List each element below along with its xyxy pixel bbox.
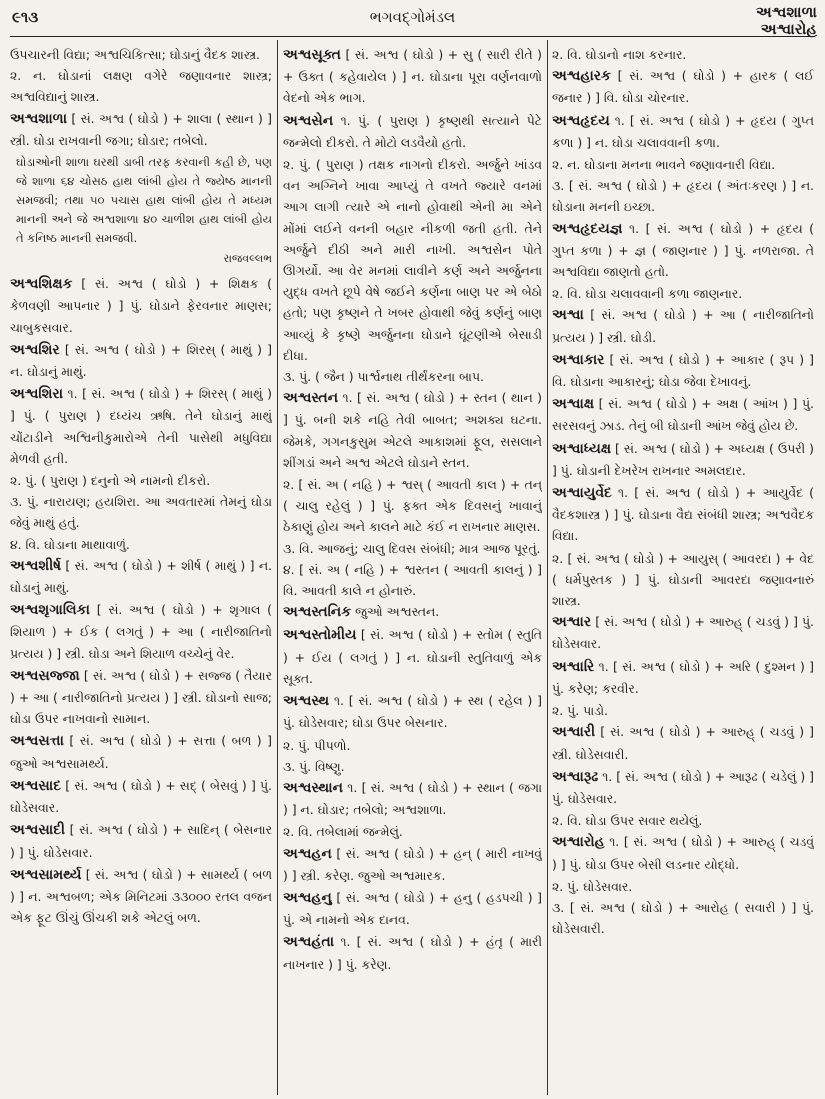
entry-headword: અશ્વસ્તોમીય [283, 627, 357, 644]
dictionary-entry [283, 624, 542, 689]
entry-headword: અશ્વસજ્જા [10, 667, 80, 684]
dictionary-column-3 [552, 44, 814, 1094]
dictionary-entry [10, 108, 272, 151]
entry-headword: અશ્વશૃગાલિકા [10, 602, 90, 619]
entry-headword: અશ્વા [552, 307, 584, 324]
entry-headword: અશ્વહૃદય [552, 112, 610, 129]
entry-headword: અશ્વશાળા [10, 110, 67, 127]
entry-body: [ સં. અશ્વ ( ઘોડો ) + શિક્ષક ( કેળવણી આપનાર ) ] પું. ઘોડાને ફેરવનાર માણસ; ચાબુકસવાર. [10, 276, 272, 335]
entry-body: ૪. [ સં. અ ( નહિ ) + શ્વસ્તન ( આવતી કાલનું ) ] વિ. આવતી કાલે ન હોનારું. [283, 561, 542, 599]
entry-body: ઉપચારની વિદ્યા; અશ્વચિકિત્સા; ઘોડાનું વૈદક શાસ્ત્ર. [10, 47, 260, 62]
dictionary-entry [10, 339, 272, 382]
entry-body: [ સં. અશ્વ ( ઘોડો ) + હારક ( લઈ જનાર ) ] વિ. ઘોડા ચોરનાર. [552, 68, 814, 106]
entry-sense [283, 756, 542, 777]
entry-body: [ સં. અશ્વ ( ઘોડો ) + આરુહ્ ( ચડવું ) ] પું. ઘોડેસવાર. [552, 614, 814, 652]
entry-body: ૩. [ સં. અશ્વ ( ઘોડો ) + હૃદય ( અંતઃકરણ ) ] ન. ઘોડાના મનની ઇચ્છા. [552, 178, 814, 215]
entry-body: ૧. [ સં. અશ્વ ( ઘોડો ) + હૃદય ( ગુપ્ત કળા ) ] ન. ઘોડા ચલાવવાની કળા. [552, 112, 814, 150]
entry-sense [552, 175, 814, 217]
guide-word-first: અશ્વશાળા [755, 3, 817, 21]
dictionary-entry [283, 44, 542, 109]
column-divider [547, 40, 548, 1095]
entry-headword: અશ્વાર [552, 614, 592, 631]
entry-body: ૨. ન. ઘોડાના મનના ભાવને જણાવનારી વિદ્યા. [552, 157, 776, 173]
entry-sense [10, 470, 272, 491]
entry-sense [552, 810, 814, 831]
dictionary-entry [552, 304, 814, 347]
dictionary-entry [10, 383, 272, 469]
entry-sense [283, 366, 542, 387]
entry-sense [283, 154, 542, 366]
entry-body: ૨. પું. ( પુરાણ ) તક્ષક નાગનો દીકરો. અર્જુને ખાંડવ વન અગ્નિને ખાવા આપ્યું તે વખતે જ્યારે વનમાં આગ લાગી ત્યારે એ નાનો હોવાથી એની મા એને મોંમાં લઈને વનની બહાર નીકળી જતી હતી. તેને અર્જુને દીઠી અને મારી નાખી. અશ્વસેન પોતે ઊગર્યો. આ વેર મનમાં લાવીને કર્ણ અને અર્જુનના યુદ્ધ વખતે છૂપે વેષે જઈને કર્ણના બાણ પર એ બેઠો હતો; પણ કૃષ્ણને તે ખબર હોવાથી જેવું કર્ણનું બાણ આવ્યું કે કૃષ્ણે અર્જુનના ઘોડાને ઘૂંટણીએ બેસાડી દીધા. [283, 157, 542, 363]
entry-body: [ સં. અશ્વ ( ઘોડો ) + આ ( નારીજાતિનો પ્રત્યય ) ] સ્ત્રી. ઘોડી. [552, 307, 814, 345]
entry-headword: અશ્વશિર [10, 341, 60, 358]
entry-body: [ સં. અશ્વ ( ઘોડો ) + હન્ ( મારી નાખવું ) ] સ્ત્રી. કરેણ. જુઓ અશ્વમારક. [283, 845, 542, 883]
entry-headword: અશ્વશિક્ષક [10, 276, 73, 293]
entry-sense [283, 821, 542, 842]
entry-headword: અશ્વાક્ષ [552, 396, 595, 413]
entry-body: [ સં. અશ્વ ( ઘોડો ) + સદ્ ( બેસવું ) ] પું. ઘોડેસવાર. [10, 777, 272, 816]
dictionary-entry [552, 831, 814, 874]
entry-body: ૧. [ સં. અશ્વ ( ઘોડો ) + આરુહ્ ( ચડવું ) ] પું. ઘોડા ઉપર બેસી લડનાર યોદ્ધો. [552, 834, 814, 872]
dictionary-entry [552, 110, 814, 153]
dictionary-entry [552, 721, 814, 764]
entry-headword: અશ્વસાદ [10, 777, 62, 794]
guide-words [756, 4, 817, 38]
dictionary-column-1 [10, 44, 272, 1094]
entry-body: ૨. વિ. તબેલામાં જન્મેલું. [283, 824, 403, 840]
entry-headword: અશ્વહૃદયજ્ઞ [552, 220, 623, 237]
entry-body: ૧. [ સં. અશ્વ ( ઘોડો ) + અરિ ( દુશ્મન ) ] પું. કરેણ; કરવીર. [552, 658, 814, 696]
entry-sense [552, 283, 814, 304]
entry-sense [10, 65, 272, 107]
dictionary-entry [283, 777, 542, 820]
entry-body: ૨. [ સં. અ ( નહિ ) + શ્વસ્ ( આવતી કાલ ) + તન્ ( ચાલુ રહેલું ) ] પું. ફક્ત એક દિવસનું ખાવાનું ઠેકાણું હોય અને કાલને માટે કંઈ ન રાખનાર માણસ. [283, 477, 542, 535]
dictionary-entry [552, 482, 814, 547]
entry-body: ૧. પું. ( પુરાણ ) કૃષ્ણથી સત્યાને પેટે જન્મેલો દીકરો. તે મોટો લડવૈયો હતો. [283, 112, 542, 150]
guide-word-last: અશ્વારોહ [760, 20, 817, 38]
entry-body: ૩. પું. નારાયણ; હયશિરા. આ અવતારમાં તેમનું ઘોડા જેવું માથું હતું. [10, 494, 272, 531]
entry-body: ૩. પું. ( જૈન ) પાર્શ્વનાથ તીર્થંકરના બાપ. [283, 369, 484, 385]
column-divider [277, 40, 278, 1095]
entry-headword: અશ્વશિરા [10, 386, 64, 403]
entry-sense [10, 534, 272, 555]
entry-headword: અશ્વારી [552, 724, 596, 741]
entry-headword: અશ્વારિ [552, 658, 595, 675]
entry-headword: અશ્વશીર્ષ [10, 557, 62, 574]
dictionary-entry [283, 843, 542, 886]
entry-body: [ સં. અશ્વ ( ઘોડો ) + સ્તોમ ( સ્તુતિ ) + ઈય ( લગતું ) ] ન. ઘોડાની સ્તુતિવાળું એક સૂક્ત. [283, 627, 542, 686]
dictionary-entry [552, 656, 814, 699]
entry-headword: અશ્વસામર્થ્ય [10, 866, 82, 883]
entry-body: ૨. પું. ઘોડેસવાર. [552, 878, 633, 894]
entry-body: [ સં. અશ્વ ( ઘોડો ) + શાલા ( સ્થાન ) ] સ્ત્રી. ઘોડા રાખવાની જગા; ઘોડાર; તબેલો. [10, 110, 272, 148]
entry-body: [ સં. અશ્વ ( ઘોડો ) + સુ ( સારી રીતે ) + ઉક્ત ( કહેવાયેલ ) ] ન. ઘોડાના પૂરા વર્ણનવાળો વેદનો એક ભાગ. [283, 47, 542, 106]
dictionary-entry [283, 887, 542, 930]
dictionary-column-2 [283, 44, 542, 1094]
entry-body: [ સં. અશ્વ ( ઘોડો ) + હનુ ( હડપચી ) ] પું. એ નામનો એક દાનવ. [283, 889, 542, 928]
entry-headword: અશ્વાધ્યક્ષ [552, 440, 612, 457]
entry-body: ૧. [ સં. અશ્વ ( ઘોડો ) + આયુર્વેદ ( વૈદકશાસ્ત્ર ) ] પું. ઘોડાના વૈદ્ય સંબંધી શાસ્ત્ર; અશ્વવૈદક વિદ્યા. [552, 485, 814, 544]
dictionary-entry [552, 349, 814, 392]
entry-body: ૩. [ સં. અશ્વ ( ઘોડો ) + આરોહ ( સવારી ) ] પું. ઘોડેસવારી. [552, 899, 814, 937]
dictionary-entry [10, 730, 272, 773]
entry-headword: અશ્વારૂઢ [552, 768, 599, 785]
dictionary-entry [10, 555, 272, 598]
entry-sense [283, 474, 542, 538]
entry-sense [552, 154, 814, 175]
entry-body: [ સં. અશ્વ ( ઘોડો ) + સામર્થ્ય ( બળ ) ] ન. અશ્વબળ; એક મિનિટમાં ૩૩૦૦૦ રતલ વજન એક ફૂટ ઊંચું ઊંચકી શકે એટલું બળ. [10, 866, 272, 926]
entry-body: ૧. [ સં. અશ્વ ( ઘોડો ) + હૃદય ( ગુપ્ત કળા ) + જ્ઞ ( જાણનાર ) ] પું. નળરાજા. તે અશ્વવિદ્યા જાણતો હતો. [552, 220, 814, 280]
dictionary-entry [10, 864, 272, 929]
entry-headword: અશ્વસ્થાન [283, 779, 343, 796]
entry-headword: અશ્વહન [283, 845, 332, 862]
entry-body: ૨. વિ. ઘોડા ઉપર સવાર થયેલું. [552, 813, 703, 829]
entry-headword: અશ્વસત્તા [10, 733, 64, 750]
dictionary-entry [552, 766, 814, 809]
entry-body: ૨. પું. પીપળો. [283, 737, 351, 753]
entry-body: [ સં. અશ્વ ( ઘોડો ) + સત્તા ( બળ ) ] જુઓ અશ્વસામર્થ્ય. [10, 733, 272, 771]
entry-body: [ સં. અશ્વ ( ઘોડો ) + આરુહ્ ( ચડવું ) ] સ્ત્રી. ઘોડેસવારી. [552, 724, 814, 762]
entry-headword: અશ્વાકાર [552, 351, 605, 368]
entry-sense [552, 44, 814, 65]
entry-body: ૧. [ સં. અશ્વ ( ઘોડો ) + સ્તન ( થાન ) ] પું. બની શકે નહિ તેવી બાબત; અશક્ય ઘટના. જેમકે, ગગનકુસુમ એટલે આકાશમાં ફૂલ, સસલાને શીંગડાં અને અશ્વ એટલે ઘોડાને સ્તન. [283, 390, 542, 470]
entry-body: ૨. પું. ( પુરાણ ) દનુનો એ નામનો દીકરો. [10, 473, 211, 489]
entry-headword: અશ્વારોહ [552, 834, 605, 851]
dictionary-entry [283, 601, 542, 623]
entry-body: ૩. પું. વિષ્ણુ. [283, 758, 345, 774]
entry-headword: અશ્વાયુર્વેદ [552, 485, 612, 502]
entry-body: [ સં. અશ્વ ( ઘોડો ) + સજ્જ ( તૈયાર ) + આ ( નારીજાતિનો પ્રત્યય ) ] સ્ત્રી. ઘોડાનો સાજ; ઘોડા ઉપર નાખવાનો સામાન. [10, 667, 272, 727]
dictionary-entry [552, 65, 814, 108]
entry-body: [ સં. અશ્વ ( ઘોડો ) + શિરસ્ ( માથું ) ] ન. ઘોડાનું માથું. [10, 341, 272, 380]
entry-body: જુઓ અશ્વસ્તન. [351, 604, 440, 620]
entry-body: [ સં. અશ્વ ( ઘોડો ) + અક્ષ ( આંખ ) ] પું. સરસવનું ઝાડ. તેનું બી ઘોડાની આંખ જેવું હોય છે. [552, 396, 814, 434]
entry-body: ૪. વિ. ઘોડાના માથાવાળું. [10, 536, 130, 552]
entry-sense [283, 538, 542, 559]
entry-headword: અશ્વસેન [283, 112, 334, 129]
entry-body: ૧. [ સં. અશ્વ ( ઘોડો ) + સ્થાન ( જગા ) ] ન. ઘોડાર; તબેલો; અશ્વશાળા. [283, 779, 542, 818]
entry-sense [552, 876, 814, 897]
header-rule [10, 36, 815, 37]
dictionary-entry [283, 931, 542, 974]
dictionary-entry [10, 273, 272, 338]
entry-headword: અશ્વસ્તન [283, 390, 339, 407]
entry-sense [283, 735, 542, 756]
dictionary-entry [10, 775, 272, 818]
usage-note: ઘોડાઓની શાળા ઘરથી ડાબી તરફ કરવાની કહી છે, પણ જે શાળા ૬૪ ચોસઠ હાથ લાંબી હોય તે જ્યેષ્ઠ માનની સમજવી; તથા ૫૦ પચાસ હાથ લાંબી હોય તે મધ્યમ માનની અને જે અશ્વશાળા ૪૦ ચાળીશ હાથ લાંબી હોય તે કનિષ્ઠ માનની સમજવી. [16, 155, 272, 246]
entry-sense [10, 491, 272, 533]
entry-body: ૨. પું. પાડો. [552, 703, 608, 719]
dictionary-entry [552, 393, 814, 436]
dictionary-entry [552, 611, 814, 654]
entry-body: ૨. [ સં. અશ્વ ( ઘોડો ) + આયુસ્ ( આવરદા ) + વેદ ( ધર્મપુસ્તક ) ] પું. ઘોડાની આવરદા જણાવનારું શાસ્ત્ર. [552, 550, 814, 609]
entry-headword: અશ્વસ્થ [283, 693, 330, 710]
page-number: ૯૧૩ [12, 8, 39, 26]
entry-body: [ સં. અશ્વ ( ઘોડો ) + સાદિન્ ( બેસનાર ) ] પું. ઘોડેસવાર. [10, 822, 272, 860]
entry-sense [552, 700, 814, 721]
entry-body: ૨. ન. ઘોડાનાં લક્ષણ વગેરે જણાવનાર શાસ્ત્ર; અશ્વવિદ્યાનું શાસ્ત્ર. [10, 68, 272, 105]
page-header [0, 0, 825, 44]
entry-body: ૧. [ સં. અશ્વ ( ઘોડો ) + આરૂઢ ( ચડેલું ) ] પું. ઘોડેસવાર. [552, 768, 814, 806]
dictionary-entry [10, 665, 272, 730]
entry-body: [ સં. અશ્વ ( ઘોડો ) + શૃગાલ ( શિયાળ ) + ઈક ( લગતું ) + આ ( નારીજાતિનો પ્રત્યય ) ] સ્ત્રી. ઘોડા અને શિયાળ વચ્ચેનું વેર. [10, 602, 272, 661]
entry-sense [10, 44, 272, 65]
dictionary-entry [283, 690, 542, 733]
running-title: ભગવદ્ગોમંડલ [369, 8, 456, 26]
dictionary-entry [10, 599, 272, 664]
dictionary-entry [552, 218, 814, 283]
entry-headword: અશ્વસ્તનિક [283, 604, 352, 621]
entry-headword: અશ્વહનુ [283, 889, 332, 906]
dictionary-entry [283, 387, 542, 473]
entry-sense [283, 559, 542, 601]
entry-headword: અશ્વહારક [552, 68, 611, 85]
entry-body: [ સં. અશ્વ ( ઘોડો ) + આકાર ( રૂપ ) ] વિ. ઘોડાના આકારનું; ઘોડા જેવા દેખાવનું. [552, 351, 814, 390]
entry-body: ૧. [ સં. અશ્વ ( ઘોડો ) + સ્થ ( રહેલ ) ] પું. ઘોડેસવાર; ઘોડા ઉપર બેસનાર. [283, 693, 542, 731]
entry-body: ૨. વિ. ઘોડાનો નાશ કરનાર. [552, 47, 687, 62]
entry-body: ૧. [ સં. અશ્વ ( ઘોડો ) + હંતૃ ( મારી નાખનાર ) ] પું. કરેણ. [283, 934, 542, 972]
dictionary-entry [10, 819, 272, 862]
entry-headword: અશ્વહંતા [283, 934, 335, 951]
note-source: રાજવલ્લભ [223, 252, 272, 266]
entry-headword: અશ્વસાદી [10, 822, 66, 839]
dictionary-entry [283, 110, 542, 153]
entry-sense [552, 548, 814, 612]
entry-body: [ સં. અશ્વ ( ઘોડો ) + અધ્યક્ષ ( ઉપરી ) ] પું. ઘોડાની દેખરેખ રાખનાર અમલદાર. [552, 440, 814, 478]
entry-body: ૩. વિ. આજનું; ચાલુ દિવસ સંબંધી; માત્ર આજ પૂરતું. [283, 540, 541, 556]
entry-sense [552, 897, 814, 939]
entry-headword: અશ્વસૂક્ત [283, 47, 341, 63]
entry-body: [ સં. અશ્વ ( ઘોડો ) + શીર્ષ ( માથું ) ] ન. ઘોડાનું માથું. [10, 557, 272, 596]
entry-body: ૧. [ સં. અશ્વ ( ઘોડો ) + શિરસ્ ( માથું ) ] પું. ( પુરાણ ) દધ્યંચ ઋષિ. તેને ઘોડાનું માથું ચોંટાડીને અશ્વિનીકુમારોએ તેની પાસેથી મધુવિદ્યા મેળવી હતી. [10, 386, 272, 466]
entry-body: ૨. વિ. ઘોડા ચલાવવાની કળા જાણનાર. [552, 286, 743, 302]
dictionary-entry [552, 438, 814, 481]
